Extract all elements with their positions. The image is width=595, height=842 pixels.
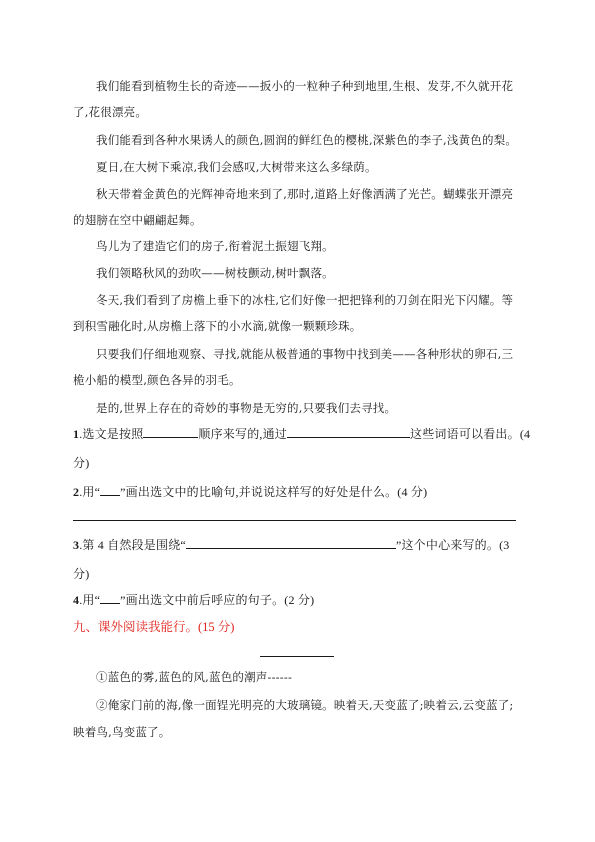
passage-para-4-line-2: 的翅膀在空中翩翩起舞。 xyxy=(73,213,202,227)
question-2-text-a: .用“ xyxy=(79,485,101,499)
question-2 xyxy=(73,484,427,500)
question-1-number: 1 xyxy=(73,427,80,441)
question-1-text-c: 这些词语可以看出。(4 xyxy=(410,427,531,441)
question-4 xyxy=(73,592,314,608)
question-2-number: 2 xyxy=(73,485,80,499)
passage-para-7-line-1: 冬天,我们看到了房檐上垂下的冰柱,它们好像一把把锋利的刀剑在阳光下闪耀。等 xyxy=(96,293,514,307)
passage-para-4-line-1: 秋天带着金黄色的光辉神奇地来到了,那时,道路上好像洒满了光芒。蝴蝶张开漂亮 xyxy=(96,187,514,201)
passage-para-2: 我们能看到各种水果诱人的颜色,圆润的鲜红色的樱桃,深紫色的李子,浅黄色的梨。 xyxy=(96,133,518,147)
question-1 xyxy=(73,426,530,442)
reading2-para-2-line-1: ②俺家门前的海,像一面锃光明亮的大玻璃镜。映着天,天变蓝了;映着云,云变蓝了; xyxy=(96,698,514,712)
passage-para-7-line-2: 到积雪融化时,从房檐上落下的小水滴,就像一颗颗珍珠。 xyxy=(73,319,362,333)
question-3-blank-center[interactable] xyxy=(186,537,396,549)
passage-para-1-line-2: 了,花很漂亮。 xyxy=(73,105,148,119)
passage-para-5: 鸟儿为了建造它们的房子,衔着泥土振翅飞翔。 xyxy=(96,239,334,253)
question-3-text-a: .第 4 自然段是围绕“ xyxy=(79,538,186,552)
question-1-blank-words[interactable] xyxy=(287,426,410,438)
question-4-number: 4 xyxy=(73,593,80,607)
question-4-underline-mark xyxy=(100,592,120,604)
passage-para-1-line-1: 我们能看到植物生长的奇迹——扳小的一粒种子种到地里,生根、发芽,不久就开花 xyxy=(96,79,514,93)
question-2-answer-line[interactable] xyxy=(73,520,516,521)
question-2-text-b: ”画出选文中的比喻句,并说说这样写的好处是什么。(4 分) xyxy=(120,485,428,499)
reading2-para-1: ①蓝色的雾,蓝色的风,蓝色的潮声------ xyxy=(96,670,293,684)
passage-para-3: 夏日,在大树下乘凉,我们会感叹,大树带来这么多绿荫。 xyxy=(96,160,377,174)
question-1-blank-order[interactable] xyxy=(143,426,198,438)
question-3 xyxy=(73,537,509,553)
passage-title-blank[interactable] xyxy=(260,656,334,657)
question-3-cont: 分) xyxy=(73,567,90,581)
passage-para-8-line-1: 只要我们仔细地观察、寻找,就能从极普通的事物中找到美——各种形状的卵石,三 xyxy=(96,347,514,361)
passage-para-8-line-2: 桅小船的模型,颜色各异的羽毛。 xyxy=(73,373,241,387)
question-3-number: 3 xyxy=(73,538,80,552)
question-3-text-b: ”这个中心来写的。(3 xyxy=(395,538,510,552)
passage-para-9: 是的,世界上存在的奇妙的事物是无穷的,只要我们去寻找。 xyxy=(96,401,397,415)
question-1-cont: 分) xyxy=(73,456,90,470)
question-1-text-a: .选文是按照 xyxy=(79,427,144,441)
section-9-title: 九、课外阅读我能行。(15 分) xyxy=(73,620,235,634)
reading2-para-2-line-2: 映着鸟,鸟变蓝了。 xyxy=(73,725,171,739)
question-4-text-a: .用“ xyxy=(79,593,101,607)
question-4-text-b: ”画出选文中前后呼应的句子。(2 分) xyxy=(120,593,315,607)
question-2-underline-mark xyxy=(100,484,120,496)
question-1-text-b: 顺序来写的,通过 xyxy=(198,427,288,441)
passage-para-6: 我们领略秋风的劲吹——树枝颤动,树叶飘落。 xyxy=(96,266,334,280)
